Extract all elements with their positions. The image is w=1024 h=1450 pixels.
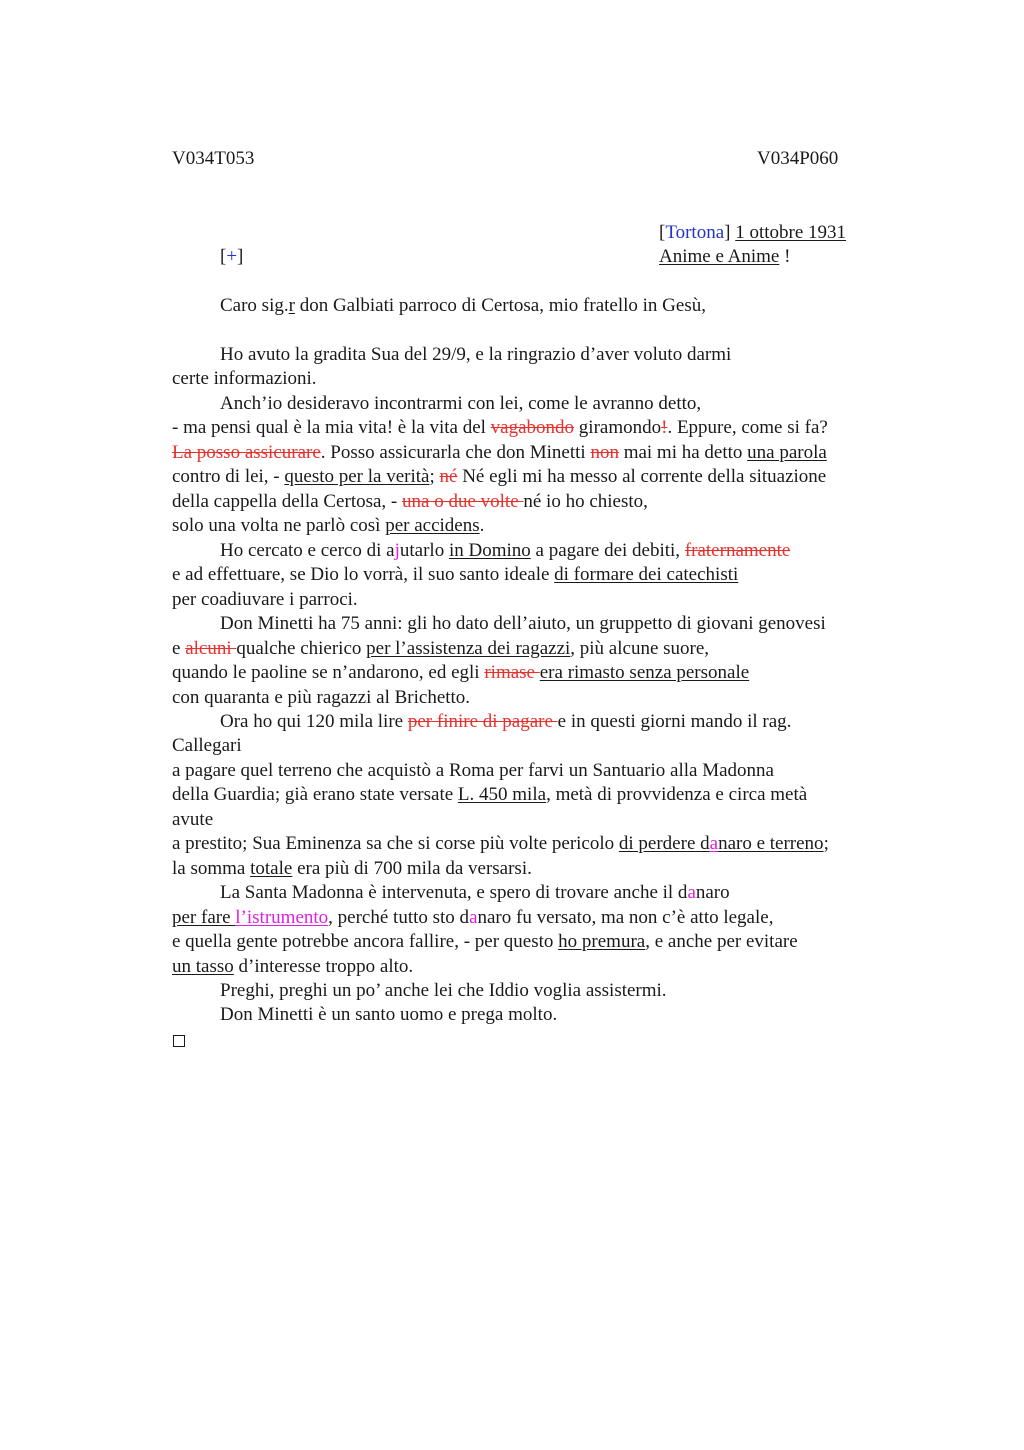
text-segment: la somma [172,858,251,879]
deleted-text: vagabondo [490,417,575,438]
letter-line [172,759,774,784]
letter-line [172,416,828,441]
inserted-text: l’istrumento [235,907,329,928]
letter-line [220,343,731,368]
underlined-text: totale [250,858,293,879]
letter-line [172,832,829,857]
deleted-text: non [590,442,619,463]
text-segment: e ad effettuare, se Dio lo vorrà, il suo santo ideale [172,564,555,585]
letter-line [172,857,532,882]
text-segment: . Eppure, come si fa? [667,417,828,438]
text-segment: , metà di provvidenza e circa metà [546,784,808,805]
underlined-text: di perdere d [618,833,710,854]
letter-date: 1 ottobre 1931 [735,222,847,243]
deleted-text: né [439,466,458,487]
letter-line [172,441,827,466]
square-box-icon [173,1030,185,1055]
header-left-code: V034T053 [172,148,255,169]
deleted-text: La posso assicurare [172,442,321,463]
text-segment: contro di lei, - [172,466,285,487]
text-segment: naro fu versato, ma non c’è atto legale, [477,907,774,928]
deleted-text: alcuni [185,638,237,659]
text-segment: Callegari [172,735,242,756]
underlined-text: era rimasto senza personale [539,662,750,683]
text-segment: a pagare dei debiti, [530,540,685,561]
letter-line [172,734,242,759]
underlined-text: L. 450 mila [457,784,547,805]
deleted-text: per finire di pagare [407,711,558,732]
text-segment: era più di 700 mila da versarsi. [292,858,532,879]
plus-link[interactable]: + [226,246,238,267]
letter-line [220,539,790,564]
letter-line [220,392,701,417]
underlined-text: ho premura [558,931,646,952]
letter-line [172,588,358,613]
text-segment: e in questi giorni mando il rag. [557,711,792,732]
letter-line [172,490,648,515]
letter-line [172,637,709,662]
text-segment: e quella gente potrebbe ancora fallire, - per questo [172,931,559,952]
text-segment: con quaranta e più ragazzi al Brichetto. [172,687,471,708]
plus-marker: [+] [220,246,244,267]
letter-line [220,1003,557,1028]
text-segment: a pagare quel terreno che acquistò a Roma per farvi un Santuario alla Madonna [172,760,774,781]
text-segment: d’interesse troppo alto. [233,956,414,977]
letter-line [172,563,738,588]
underlined-text: per l’assistenza dei ragazzi [366,638,571,659]
letter-line [220,979,667,1004]
header-right-code: V034P060 [757,148,839,169]
inserted-text: a [687,882,696,903]
inserted-text: a [709,833,719,854]
deleted-text: fraternamente [684,540,791,561]
underlined-text: una parola [747,442,827,463]
letter-line [172,930,798,955]
text-segment: Ho cercato e cerco di a [220,540,395,561]
text-segment: né io ho chiesto, [523,491,648,512]
text-segment: Ho avuto la gradita Sua del 29/9, e la ringrazio d’aver voluto darmi [220,344,732,365]
text-segment: . Posso assicurarla che don Minetti [320,442,591,463]
letter-line [172,783,807,808]
letter-line [172,906,773,931]
text-segment: della Guardia; già erano state versate [172,784,458,805]
text-segment: a prestito; Sua Eminenza sa che si corse più volte pericolo [172,833,619,854]
text-segment: don Galbiati parroco di Certosa, mio fratello in Gesù, [294,295,706,316]
letter-line [220,612,826,637]
deleted-text: ! [661,417,668,438]
text-segment: quando le paoline se n’andarono, ed egli [172,662,485,683]
text-segment: Don Minetti ha 75 anni: gli ho dato dell’aiuto, un gruppetto di giovani genovesi [220,613,826,634]
text-segment: certe informazioni. [172,368,317,389]
underlined-text: per accidens [385,515,480,536]
text-segment: solo una volta ne parlò così [172,515,386,536]
text-segment: per coadiuvare i parroci. [172,589,358,610]
letter-line [172,661,749,686]
underlined-text: naro e terreno [718,833,824,854]
text-segment: Ora ho qui 120 mila lire [220,711,408,732]
inserted-text: a [469,907,478,928]
text-segment: qualche chierico [236,638,367,659]
underlined-text: questo per la verità [284,466,430,487]
text-segment: della cappella della Certosa, - [172,491,403,512]
underlined-text: in Domino [448,540,531,561]
letter-line [220,710,791,735]
motto-text: Anime e Anime [659,246,780,267]
text-segment: ; [429,466,440,487]
text-segment: Né egli mi ha messo al corrente della situazione [457,466,827,487]
deleted-text: rimase [484,662,540,683]
underlined-text: di formare dei catechisti [554,564,739,585]
text-segment: - ma pensi qual è la mia vita! è la vita del [172,417,491,438]
text-segment: Anch’io desideravo incontrarmi con lei, come le avranno detto, [220,393,702,414]
place-link[interactable]: Tortona [665,222,725,243]
text-segment: Preghi, preghi un po’ anche lei che Iddio voglia assistermi. [220,980,667,1001]
text-segment: ; [823,833,829,854]
salutation [220,294,706,319]
text-segment: , e anche per evitare [645,931,798,952]
letter-line [172,367,317,392]
letter-line [172,808,213,833]
text-segment: , perché tutto sto d [328,907,470,928]
text-segment: mai mi ha detto [618,442,748,463]
text-segment: , più alcune suore, [570,638,710,659]
text-segment: Don Minetti è un santo uomo e prega molto. [220,1004,558,1025]
letter-line [172,686,470,711]
deleted-text: una o due volte [402,491,524,512]
motto: Anime e Anime ! [659,246,791,267]
text-segment: avute [172,809,214,830]
text-segment: naro [695,882,730,903]
underlined-text: per fare [172,907,236,928]
text-segment: e [172,638,186,659]
text-segment: Caro sig. [220,295,289,316]
letter-line [172,465,826,490]
text-segment: . [479,515,485,536]
underlined-text: un tasso [172,956,234,977]
letter-line [220,881,730,906]
letter-line [172,514,484,539]
text-segment: giramondo [574,417,662,438]
underlined-text: r [288,295,295,316]
letter-line [172,955,413,980]
text-segment: utarlo [399,540,449,561]
text-segment: La Santa Madonna è intervenuta, e spero di trovare anche il d [220,882,688,903]
inserted-text: j [394,540,400,561]
dateline: [Tortona] 1 ottobre 1931 [659,222,847,243]
